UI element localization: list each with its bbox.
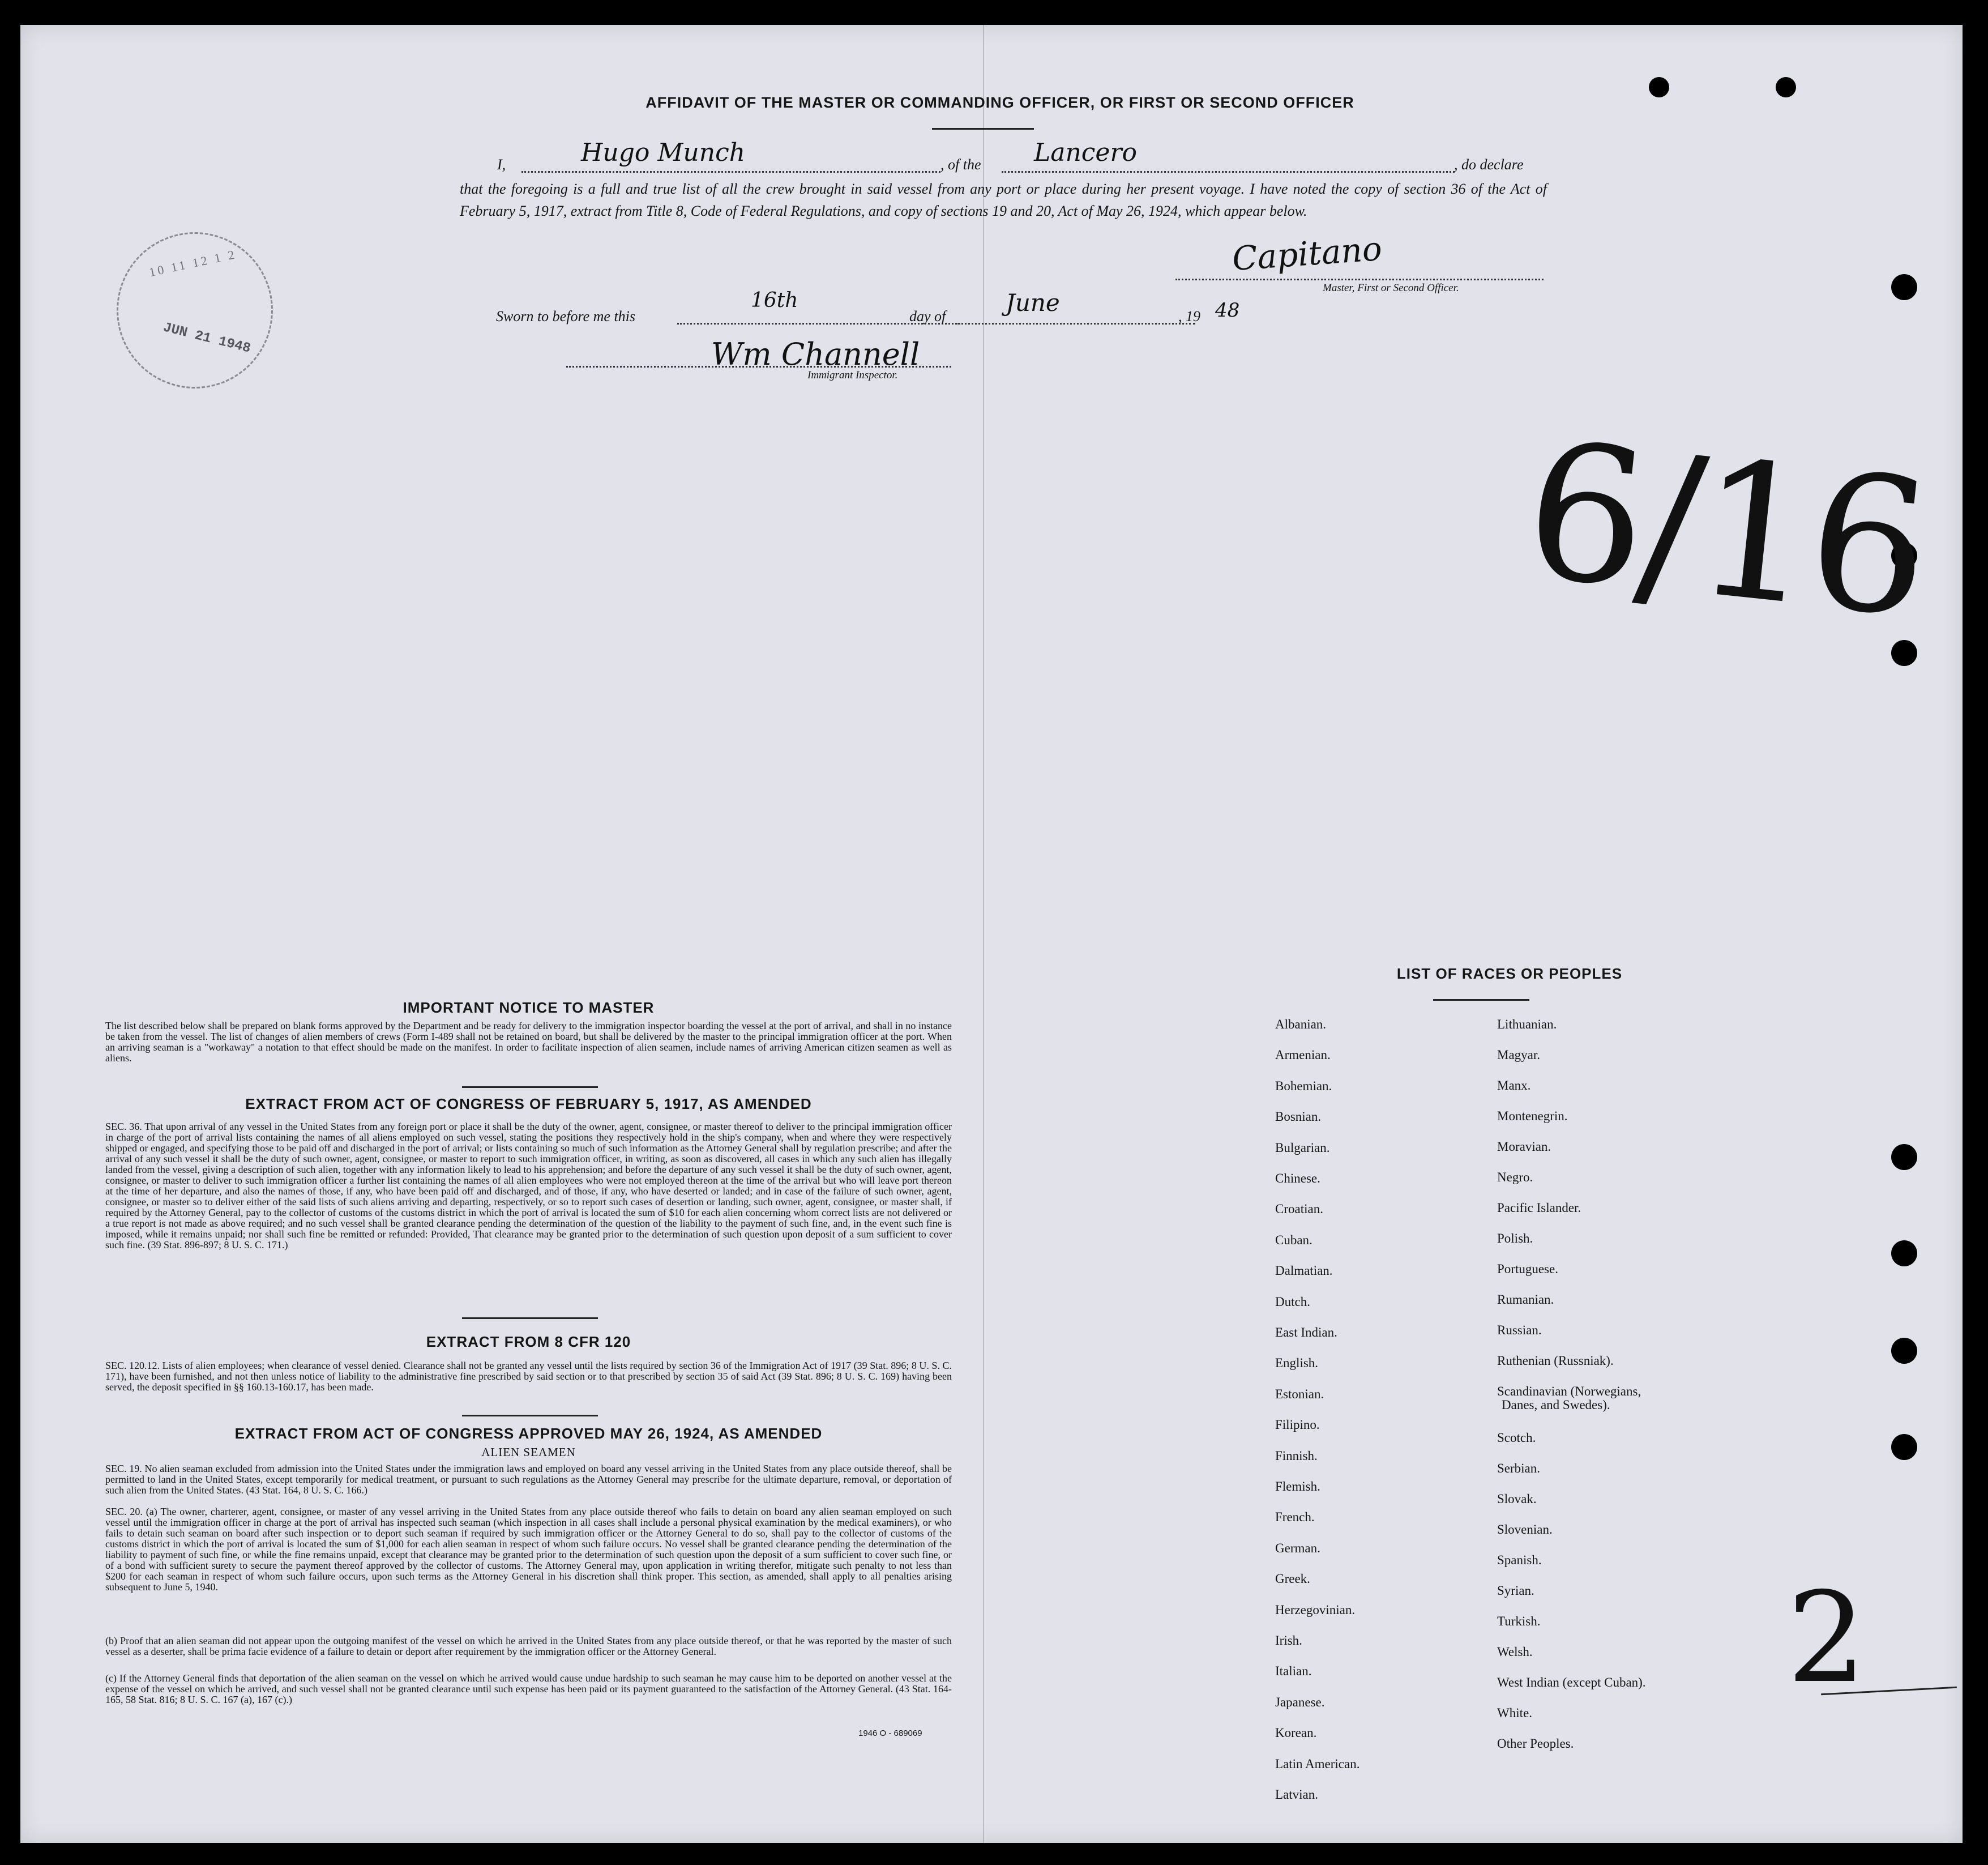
inspector-caption: Immigrant Inspector. (807, 369, 898, 381)
extract-cfr-body: SEC. 120.12. Lists of alien employees; when clearance of vessel denied. Clearance shall not be granted any vessel until the lists required by section 36 of the Immigration Act of 1917 (39 Stat. 896; 8 U. S. C. 171), have been furnished, and not then unless notice of liability to the administrative fine prescribed by said section or to that prescribed by section 35 of said Act (39 Stat. 896; 8 U. S. C. 169) having been served, the deposit specified in §§ 160.13-160.17, has been made. (105, 1360, 952, 1393)
section-rule (462, 1317, 598, 1319)
day-of-label: day of (909, 308, 946, 325)
extract-cfr-title: EXTRACT FROM 8 CFR 120 (426, 1333, 631, 1350)
race-item: Korean. (1275, 1726, 1317, 1740)
stamp-number: 12 (191, 253, 211, 270)
race-item: German. (1275, 1540, 1320, 1555)
affidavit-body: that the foregoing is a full and true list of all the crew brought in said vessel from any port or place during her present voyage. I have noted the copy of section 36 of the Act of February 5, 1917, extract from Title 8, Code of Federal Regulations, and copy of sections 19 and 20, Act of May 26, 1924, which appear below. (460, 181, 1547, 219)
race-item: Serbian. (1497, 1461, 1541, 1475)
extract-1924-sec20a: SEC. 20. (a) The owner, charterer, agent, consignee, or master of any vessel arriving in the United States from any place outside thereof who fails to detain on board any alien seaman employed on such vessel until the immigration officer in charge at the port of arrival has inspected such seaman (which inspection in all cases shall include a personal physical examination by the medical examiners), or who fails to detain such seaman on board after such inspection or to deport such seaman if required by such immigration officer or the Attorney General to do so, shall pay to the collector of customs of the customs district in which the port of arrival is located the sum of $1,000 for each alien seaman in respect of whom such failure occurs. No vessel shall be granted clearance pending the determination of the liability to payment of such fine, or while the fine remains unpaid, except that clearance may be granted prior to the determination of such question upon the deposit of a sum sufficient to cover such fine, or of a bond with sufficient surety to secure the payment thereof approved by the collector of customs. The Attorney General may, upon application in writing therefor, mitigate such penalty to not less than $200 for each seaman in respect of whom such failure occurs, upon such terms as the Attorney General in his discretion shall think proper. This section, as amended, shall apply to all penalties arising subsequent to June 5, 1940. (105, 1506, 952, 1593)
race-item: Bulgarian. (1275, 1140, 1330, 1155)
stamp-number: 2 (226, 246, 238, 263)
sworn-day: 16th (751, 289, 798, 312)
sworn-month: June (1006, 289, 1060, 317)
race-item: Montenegrin. (1497, 1109, 1568, 1123)
race-item: Welsh. (1497, 1645, 1533, 1659)
year-prefix: , 19 (1178, 308, 1200, 325)
extract-1917-body: SEC. 36. That upon arrival of any vessel in the United States from any foreign port or place it shall be the duty of the owner, agent, consignee, or master thereof to deliver to the principal immigration officer in charge of the port of arrival lists containing the names of all aliens employed on such vessel, stating the positions they respectively hold in the ship's company, when and where they were respectively shipped or engaged, and specifying those to be paid off and discharged in the port of arrival; or lists containing so much of such information as the Attorney General shall by regulation prescribe; and after the arrival of any such vessel it shall be the duty of such owner, agent, consignee, or master to report to such immigration officer, in writing, as soon as discovered, all cases in which any such alien has illegally landed from the vessel, giving a description of such alien, together with any information likely to lead to his apprehension; and before the departure of any such vessel it shall be the duty of such owner, agent, consignee, or master to deliver to such immigration officer a further list containing the names of all alien employees who were not employed thereon at the time of the arrival but who will leave port thereon at the time of her departure, and also the names of those, if any, who have been paid off and discharged, and of those, if any, who have deserted or landed; and in case of the failure of such owner, agent, consignee, or master so to deliver either of the said lists of such aliens arriving and departing, respectively, or so to report such cases of desertion or landing, such owner, agent, consignee, or master shall, if required by the Attorney General, pay to the collector of customs of the customs district in which the port of arrival is located the sum of $10 for each alien concerning whom correct lists are not delivered or a true report is not made as above required; and no such vessel shall be granted clearance pending the determination of the question of the liability to the payment of such fine, and, in the event such fine is imposed, while it remains unpaid; nor shall such fine be remitted or refunded: Provided, That clearance may be granted prior to the determination of such question upon deposit of a sum sufficient to cover such fine. (39 Stat. 896-897; 8 U. S. C. 171.) (105, 1121, 952, 1251)
page-fold (983, 25, 984, 1843)
stamp-number: 10 (148, 262, 168, 280)
punch-hole (1891, 274, 1917, 300)
declare-label: , do declare (1454, 156, 1524, 173)
race-item: Croatian. (1275, 1202, 1323, 1217)
extract-1924-sec19: SEC. 19. No alien seaman excluded from admission into the United States under the immigration laws and employed on board any vessel arriving in the United States from any place outside thereof, shall be permitted to land in the United States, except temporarily for medical treatment, or pursuant to such regulations as the Attorney General may prescribe for the ultimate departure, removal, or deportation of such alien from the United States. (43 Stat. 164, 8 U. S. C. 166.) (105, 1463, 952, 1496)
race-item: Herzegovinian. (1275, 1602, 1356, 1617)
race-item: White. (1497, 1706, 1532, 1720)
race-item: Scandinavian (Norwegians, (1497, 1384, 1641, 1398)
extract-1924-title: EXTRACT FROM ACT OF CONGRESS APPROVED MAY 26, 1924, AS AMENDED (234, 1425, 823, 1442)
handwritten-date-mark: 6/16 (1516, 401, 1934, 659)
affidavit-title: AFFIDAVIT OF THE MASTER OR COMMANDING OFFICER, OR FIRST OR SECOND OFFICER (645, 94, 1354, 111)
sworn-label: Sworn to before me this (496, 308, 636, 325)
master-signature: Capitano (1230, 229, 1383, 279)
inspector-signature: Wm Channell (711, 336, 920, 372)
race-item: Polish. (1497, 1231, 1533, 1245)
race-item: Bosnian. (1275, 1109, 1322, 1124)
race-item: Latvian. (1275, 1787, 1318, 1802)
race-item: Estonian. (1275, 1386, 1324, 1401)
race-item: Syrian. (1497, 1584, 1534, 1598)
race-item: Dutch. (1275, 1294, 1310, 1309)
signature-caption: Master, First or Second Officer. (1323, 282, 1459, 294)
race-item: Dalmatian. (1275, 1264, 1333, 1278)
stamp-number: 1 (213, 250, 225, 266)
race-item: Moravian. (1497, 1140, 1551, 1154)
race-item: Latin American. (1275, 1756, 1360, 1771)
race-item: Negro. (1497, 1170, 1533, 1184)
punch-hole (1891, 1144, 1917, 1170)
punch-hole (1776, 77, 1796, 97)
race-item: Cuban. (1275, 1232, 1312, 1247)
race-item: Japanese. (1275, 1695, 1325, 1709)
notice-body: The list described below shall be prepared on blank forms approved by the Department and be ready for delivery to the immigration inspector boarding the vessel at the port of arrival, and shall in no instance be taken from the vessel. The list of changes of alien members of crews (Form I-489 shall not be retained on board, but shall be delivered by the master to the principal immigration officer at the port. When an arriving seaman is a "workaway" a notation to that effect should be made on the manifest. In order to facilitate inspection of alien seamen, include names of arriving American citizen seamen as well as aliens. (105, 1020, 952, 1064)
race-item: Slovenian. (1497, 1522, 1553, 1537)
section-rule (462, 1415, 598, 1416)
race-item: Greek. (1275, 1572, 1310, 1586)
race-item: Other Peoples. (1497, 1736, 1574, 1751)
race-item: Chinese. (1275, 1171, 1320, 1185)
race-item: Turkish. (1497, 1614, 1541, 1628)
handwritten-side-mark: 2 (1787, 1565, 1866, 1710)
race-item: Filipino. (1275, 1418, 1320, 1432)
title-rule (932, 128, 1034, 130)
of-the-label: , of the (940, 156, 981, 173)
race-item: Finnish. (1275, 1448, 1318, 1463)
notice-title: IMPORTANT NOTICE TO MASTER (403, 999, 655, 1016)
race-item: Slovak. (1497, 1492, 1537, 1506)
signature-line (1175, 278, 1544, 280)
extract-1924-sec20b: (b) Proof that an alien seaman did not appear upon the outgoing manifest of the vessel on which he arrived in the United States from any place outside thereof, or that he was reported by the master of such vessel as a deserter, shall be prima facie evidence of a failure to detain or deport after requirement by the immigration officer or the Attorney General. (105, 1635, 952, 1657)
race-item: West Indian (except Cuban). (1497, 1675, 1646, 1689)
inspector-line (566, 365, 951, 368)
punch-hole (1891, 1434, 1917, 1460)
vessel-name: Lancero (1034, 138, 1137, 167)
master-name: Hugo Munch (581, 138, 746, 167)
race-item: Rumanian. (1497, 1292, 1554, 1307)
race-item: Spanish. (1497, 1553, 1542, 1567)
race-item: Irish. (1275, 1633, 1302, 1648)
extract-1917-title: EXTRACT FROM ACT OF CONGRESS OF FEBRUARY 5, 1917, AS AMENDED (245, 1095, 812, 1112)
race-item: Lithuanian. (1497, 1017, 1557, 1031)
race-item: French. (1275, 1510, 1315, 1525)
year-suffix: 48 (1215, 299, 1240, 322)
race-item: Manx. (1497, 1078, 1531, 1092)
race-item: Armenian. (1275, 1048, 1331, 1062)
punch-hole (1891, 1338, 1917, 1364)
punch-hole (1649, 77, 1669, 97)
stamp-date: JUN 21 1948 (161, 320, 253, 357)
race-item: East Indian. (1275, 1325, 1337, 1339)
extract-1924-sec20c: (c) If the Attorney General finds that deportation of the alien seaman on the vessel on which he arrived would cause undue hardship to such seaman he may cause him to be deported on another vessel at the expense of the vessel on which he arrived, and such vessel shall not be granted clearance until such expense has been paid or its payment guaranteed to the satisfaction of the Attorney General. (43 Stat. 164-165, 58 Stat. 816; 8 U. S. C. 167 (a), 167 (c).) (105, 1672, 952, 1705)
race-item: Pacific Islander. (1497, 1201, 1581, 1215)
races-rule (1433, 999, 1529, 1001)
document-page (20, 25, 1963, 1843)
punch-hole (1891, 1240, 1917, 1266)
race-item: Portuguese. (1497, 1262, 1558, 1276)
race-item: Russian. (1497, 1323, 1542, 1337)
stamp-number: 11 (169, 257, 189, 275)
race-item: Albanian. (1275, 1017, 1327, 1031)
race-item: Danes, and Swedes). (1502, 1398, 1610, 1412)
i-label: I, (497, 156, 506, 173)
race-item: Magyar. (1497, 1048, 1541, 1062)
races-title: LIST OF RACES OR PEOPLES (1396, 965, 1623, 982)
race-item: Ruthenian (Russniak). (1497, 1354, 1614, 1368)
race-item: Bohemian. (1275, 1078, 1332, 1093)
extract-1924-subtitle: ALIEN SEAMEN (481, 1445, 576, 1459)
race-item: Italian. (1275, 1664, 1312, 1679)
race-item: Flemish. (1275, 1479, 1320, 1493)
section-rule (462, 1086, 598, 1088)
race-item: English. (1275, 1356, 1319, 1371)
race-item: Scotch. (1497, 1431, 1536, 1445)
print-code: 1946 O - 689069 (858, 1729, 922, 1738)
month-line (957, 302, 1195, 325)
